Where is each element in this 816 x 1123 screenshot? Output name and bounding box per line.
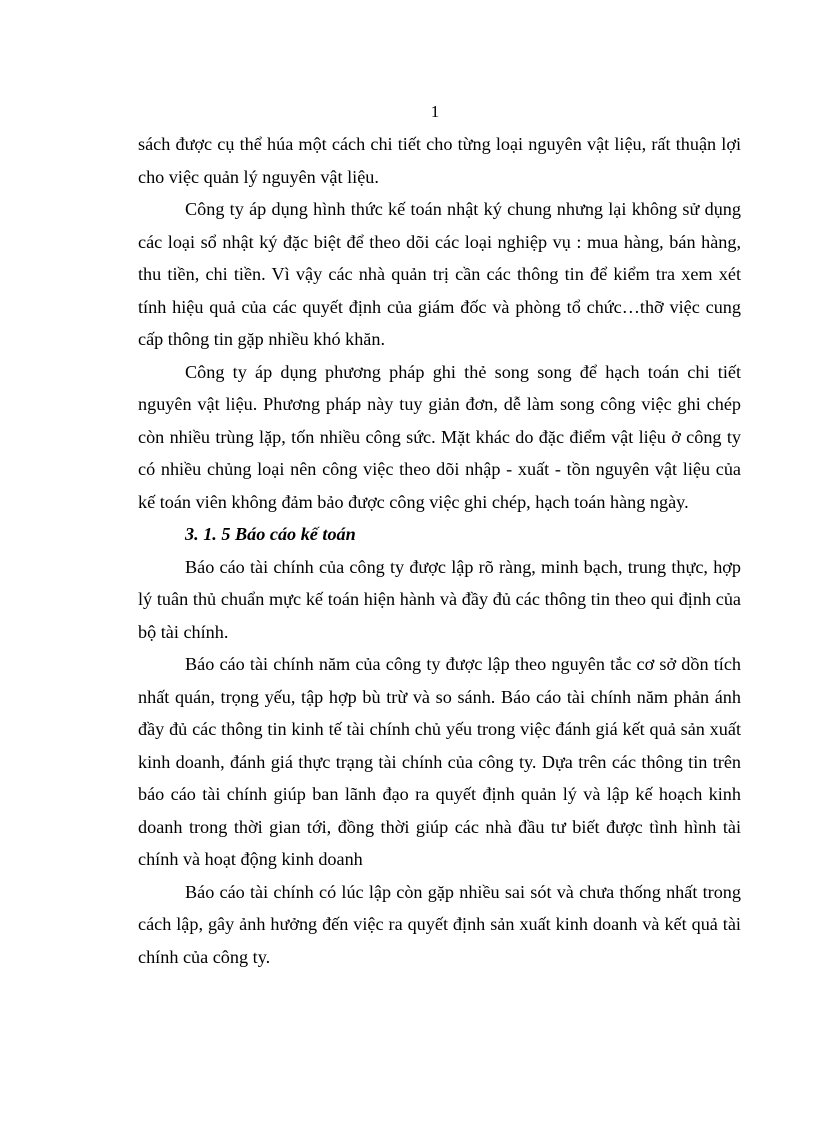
paragraph: sách được cụ thể húa một cách chi tiết cho từng loại nguyên vật liệu, rất thuận lợi cho việc quản lý nguyên vật liệu.: [138, 134, 741, 187]
paragraph: Báo cáo tài chính có lúc lập còn gặp nhiều sai sót và chưa thống nhất trong cách lập, gây ảnh hưởng đến việc ra quyết định sản xuất kinh doanh và kết quả tài chính của công ty.: [138, 881, 741, 967]
paragraph: Báo cáo tài chính của công ty được lập rõ ràng, minh bạch, trung thực, hợp lý tuân thủ chuẩn mực kế toán hiện hành và đầy đủ các thông tin theo qui định của bộ tài chính.: [138, 556, 741, 642]
paragraph: Công ty áp dụng hình thức kế toán nhật ký chung nhưng lại không sử dụng các loại sổ nhật ký đặc biệt để theo dõi các loại nghiệp vụ : mua hàng, bán hàng, thu tiền, chi tiền. Vì vậy các nhà quản trị cần các thông tin để kiểm tra xem xét tính hiệu quả của các quyết định của giám đốc và phòng tổ chức…thỡ việc cung cấp thông tin gặp nhiều khó khăn.: [138, 199, 741, 349]
document-body: [138, 128, 741, 973]
paragraph: Báo cáo tài chính năm của công ty được lập theo nguyên tắc cơ sở dồn tích nhất quán, trọng yếu, tập hợp bù trừ và so sánh. Báo cáo tài chính năm phản ánh đầy đủ các thông tin kinh tế tài chính chủ yếu trong việc đánh giá kết quả sản xuất kinh doanh, đánh giá thực trạng tài chính của công ty. Dựa trên các thông tin trên báo cáo tài chính giúp ban lãnh đạo ra quyết định quản lý và lập kế hoạch kinh doanh trong thời gian tới, đồng thời giúp các nhà đầu tư biết được tình hình tài chính và hoạt động kinh doanh: [138, 654, 741, 869]
page-number: 1: [430, 102, 440, 121]
section-heading: 3. 1. 5 Báo cáo kế toán: [185, 524, 356, 544]
paragraph: Công ty áp dụng phương pháp ghi thẻ song song để hạch toán chi tiết nguyên vật liệu. Phương pháp này tuy giản đơn, dễ làm song công việc ghi chép còn nhiều trùng lặp, tốn nhiều công sức. Mặt khác do đặc điểm vật liệu ở công ty có nhiều chủng loại nên công việc theo dõi nhập - xuất - tồn nguyên vật liệu của kế toán viên không đảm bảo được công việc ghi chép, hạch toán hàng ngày.: [138, 361, 741, 512]
